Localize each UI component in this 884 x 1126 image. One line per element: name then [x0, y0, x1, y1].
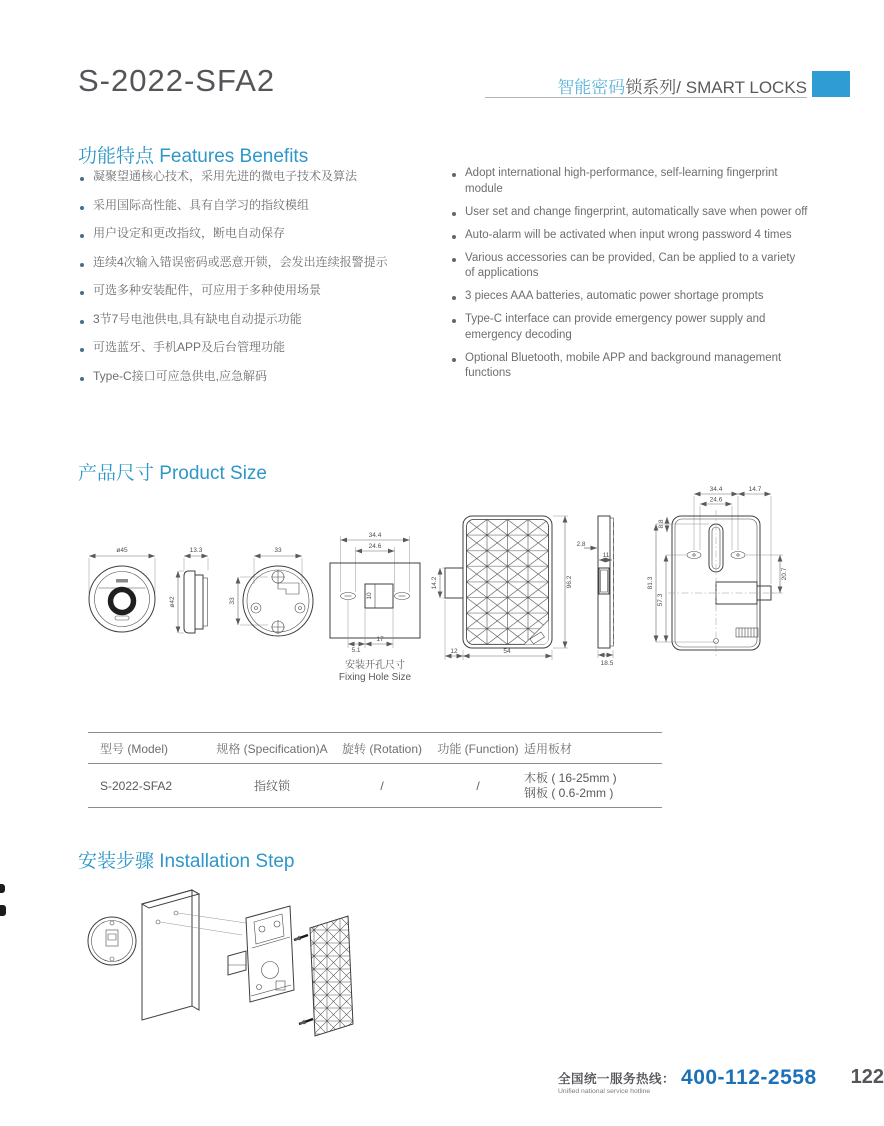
bullet-icon — [80, 320, 84, 324]
binding-mark — [0, 905, 6, 916]
dim-hole-w2: 24.6 — [368, 543, 382, 550]
features-list-zh — [80, 170, 440, 398]
series-rest: 锁系列/ SMART LOCKS — [625, 78, 807, 97]
series-label — [485, 73, 807, 98]
install-keypad — [88, 917, 136, 965]
dim-back2-r: 20.7 — [781, 567, 788, 581]
cell-board — [524, 764, 662, 808]
col-model: 型号 (Model) — [100, 741, 169, 756]
bullet-icon — [452, 212, 456, 216]
dim-hole-b1: 5.1 — [351, 647, 361, 654]
drawing-keypad-back — [229, 547, 313, 636]
bullet-icon — [80, 263, 84, 267]
spec-table-header-row — [88, 733, 662, 764]
header-accent-block — [812, 71, 850, 97]
page-title: S-2022-SFA2 — [78, 63, 276, 98]
features-section-title: 功能特点 Features Benefits — [78, 146, 309, 167]
dim-front-diameter: ø45 — [116, 547, 128, 554]
feature-item: 连续4次输入错误密码或恶意开锁，会发出连续报警提示 — [80, 256, 440, 269]
dim-hole-b2: 17 — [376, 636, 384, 643]
features-list-en — [452, 166, 808, 389]
install-lock-body — [228, 906, 294, 1002]
series-highlight: 智能密码 — [557, 78, 626, 97]
table-row — [88, 764, 662, 808]
col-function: 功能 (Function) — [437, 741, 519, 756]
feature-item: User set and change fingerprint, automatically save when power off — [452, 205, 808, 221]
dim-panel-h: 96.2 — [566, 575, 573, 589]
col-specification: 规格 (Specification)A — [216, 741, 328, 756]
bullet-icon — [452, 319, 456, 323]
drawing-keypad-side — [169, 547, 208, 633]
board-line-2: 钢板 ( 0.6-2mm ) — [524, 785, 614, 800]
product-size-section-title: 产品尺寸 Product Size — [78, 463, 267, 484]
feature-item: Type-C interface can provide emergency power supply and emergency decoding — [452, 312, 808, 343]
dim-panel-b2: 54 — [503, 648, 511, 655]
col-rotation: 旋转 (Rotation) — [341, 741, 423, 756]
dim-back2-w2: 24.6 — [709, 496, 723, 504]
fixing-hole-label-zh: 安装开孔尺寸 — [345, 660, 405, 671]
dim-back-height: 33 — [229, 597, 236, 605]
hotline-phone: 400-112-2558 — [681, 1066, 817, 1089]
bullet-icon — [452, 173, 456, 177]
bullet-icon — [452, 296, 456, 300]
feature-item: Auto-alarm will be activated when input wrong password 4 times — [452, 228, 808, 244]
dim-back2-w1: 34.4 — [709, 486, 723, 493]
hotline-label-zh: 全国统一服务热线： — [558, 1072, 676, 1086]
feature-item: 3节7号电池供电,具有缺电自动提示功能 — [80, 313, 440, 326]
dim-back2-h2: 57.3 — [657, 593, 664, 607]
drawing-keypad-front — [89, 547, 155, 632]
cell-model: S-2022-SFA2 — [100, 778, 173, 793]
dim-side2-w: 11 — [602, 552, 610, 559]
feature-item: Type-C接口可应急供电,应急解码 — [80, 370, 440, 383]
dim-back2-h1: 81.3 — [647, 576, 654, 590]
installation-drawing — [80, 878, 340, 1068]
drawing-lock-side — [576, 516, 613, 667]
bullet-icon — [452, 258, 456, 262]
feature-item: 可选多种安装配件，可应用于多种使用场景 — [80, 284, 440, 297]
feature-item: Adopt international high-performance, self-learning fingerprint module — [452, 166, 808, 197]
bullet-icon — [80, 177, 84, 181]
footer — [558, 1066, 884, 1095]
dim-panel-b1: 12 — [450, 648, 458, 655]
feature-item: 采用国际高性能、具有自学习的指纹模组 — [80, 199, 440, 212]
hotline-label-en: Unified national service hotline — [558, 1088, 651, 1095]
dim-hole-h: 10 — [366, 592, 373, 600]
bullet-icon — [452, 358, 456, 362]
dim-back2-w3: 14.7 — [748, 486, 762, 493]
drawing-lock-back — [647, 486, 788, 656]
install-cover — [294, 916, 353, 1036]
feature-item: 可选蓝牙、手机APP及后台管理功能 — [80, 341, 440, 354]
bullet-icon — [80, 377, 84, 381]
feature-item: Optional Bluetooth, mobile APP and background management functions — [452, 351, 808, 382]
hotline-block — [558, 1069, 675, 1095]
bullet-icon — [80, 206, 84, 210]
dim-panel-tab: 14.2 — [431, 576, 438, 590]
bullet-icon — [80, 291, 84, 295]
bullet-icon — [80, 348, 84, 352]
fixing-hole-label-en: Fixing Hole Size — [338, 672, 412, 683]
feature-item: Various accessories can be provided, Can be applied to a variety of applications — [452, 251, 808, 282]
product-size-drawings — [72, 480, 812, 700]
dim-side-width: 13.3 — [189, 547, 203, 554]
board-line-1: 木板 ( 16-25mm ) — [524, 770, 617, 785]
drawing-fixing-hole — [330, 532, 420, 683]
dim-back2-t: 8.8 — [658, 519, 665, 529]
dim-back-width: 33 — [274, 547, 282, 554]
feature-item: 凝聚望通核心技术，采用先进的微电子技术及算法 — [80, 170, 440, 183]
col-board: 适用板材 — [524, 741, 573, 756]
dim-hole-w1: 34.4 — [368, 532, 382, 539]
cell-function: / — [476, 778, 480, 793]
cell-rotation: / — [380, 778, 384, 793]
feature-item: 用户设定和更改指纹，断电自动保存 — [80, 227, 440, 240]
drawing-lock-front — [431, 516, 573, 660]
header-divider — [485, 97, 807, 98]
spec-table — [88, 732, 662, 808]
dim-side2-t: 2.8 — [576, 541, 586, 548]
bullet-icon — [80, 234, 84, 238]
installation-section-title: 安装步骤 Installation Step — [78, 851, 295, 872]
binding-mark — [0, 884, 5, 893]
dim-side-diameter: ø42 — [169, 596, 176, 608]
page-number: 122 — [850, 1066, 884, 1088]
bullet-icon — [452, 235, 456, 239]
dim-side2-b: 18.5 — [600, 660, 614, 667]
cell-spec: 指纹锁 — [253, 779, 290, 793]
feature-item: 3 pieces AAA batteries, automatic power shortage prompts — [452, 289, 808, 305]
